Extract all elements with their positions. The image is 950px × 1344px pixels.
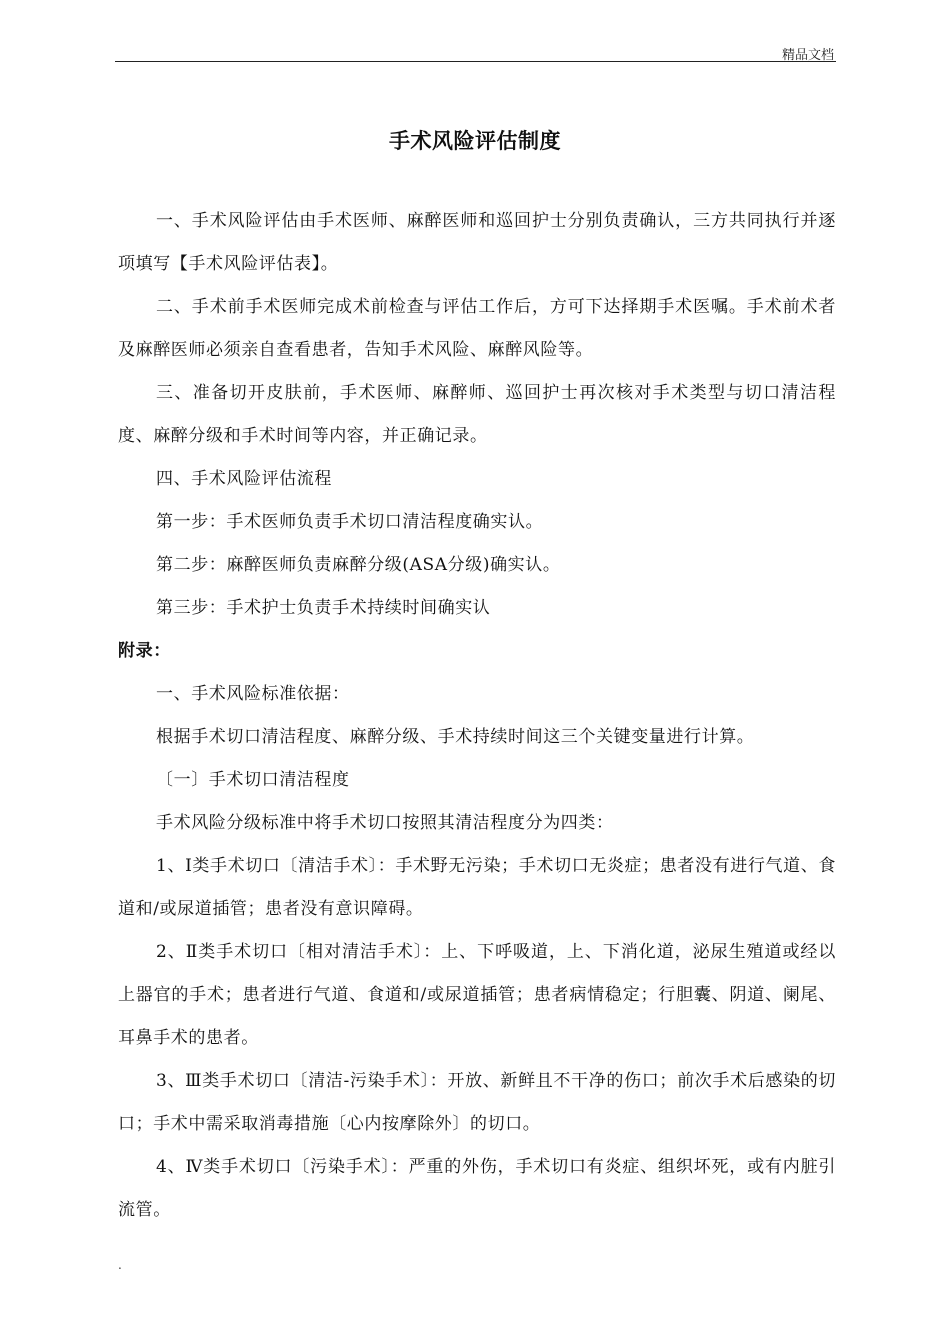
header-divider: [115, 61, 836, 62]
appendix-paragraph-2: 根据手术切口清洁程度、麻醉分级、手术持续时间这三个关键变量进行计算。: [156, 727, 755, 747]
incision-class-2: 2、Ⅱ类手术切口〔相对清洁手术〕：上、下呼吸道，上、下消化道，泌尿生殖道或经以上器官的手术；患者进行气道、食道和/或尿道插管；患者病情稳定；行胆囊、阴道、阑尾、耳鼻手术的患者。: [118, 942, 836, 1048]
paragraph-1: 一、手术风险评估由手术医师、麻醉医师和巡回护士分别负责确认，三方共同执行并逐项填写【手术风险评估表】。: [118, 211, 836, 274]
paragraph-2: 二、手术前手术医师完成术前检查与评估工作后，方可下达择期手术医嘱。手术前术者及麻醉医师必须亲自查看患者，告知手术风险、麻醉风险等。: [118, 297, 836, 360]
appendix-paragraph-1: 一、手术风险标准依据：: [156, 684, 350, 704]
page-header-label: 精品文档: [781, 48, 834, 63]
footer-mark: .: [118, 1258, 122, 1272]
appendix-heading: 附录：: [118, 641, 171, 661]
incision-class-1: 1、Ⅰ类手术切口〔清洁手术〕：手术野无污染；手术切口无炎症；患者没有进行气道、食道和/或尿道插管；患者没有意识障碍。: [118, 856, 836, 919]
incision-class-4: 4、Ⅳ类手术切口〔污染手术〕：严重的外伤，手术切口有炎症、组织坏死，或有内脏引流管。: [118, 1157, 836, 1220]
paragraph-4-process-heading: 四、手术风险评估流程: [156, 469, 332, 489]
process-step-2: 第二步：麻醉医师负责麻醉分级(ASA分级)确实认。: [156, 555, 561, 575]
appendix-paragraph-4: 手术风险分级标准中将手术切口按照其清洁程度分为四类：: [156, 813, 614, 833]
appendix-paragraph-3: 〔一〕手术切口清洁程度: [156, 770, 350, 790]
paragraph-3: 三、准备切开皮肤前，手术医师、麻醉师、巡回护士再次核对手术类型与切口清洁程度、麻醉分级和手术时间等内容，并正确记录。: [118, 383, 836, 446]
document-body: [118, 200, 836, 1232]
incision-class-3: 3、Ⅲ类手术切口〔清洁-污染手术〕：开放、新鲜且不干净的伤口；前次手术后感染的切口；手术中需采取消毒措施〔心内按摩除外〕的切口。: [118, 1071, 836, 1134]
process-step-3: 第三步：手术护士负责手术持续时间确实认: [156, 598, 491, 618]
document-title: 手术风险评估制度: [389, 129, 561, 153]
process-step-1: 第一步：手术医师负责手术切口清洁程度确实认。: [156, 512, 544, 532]
